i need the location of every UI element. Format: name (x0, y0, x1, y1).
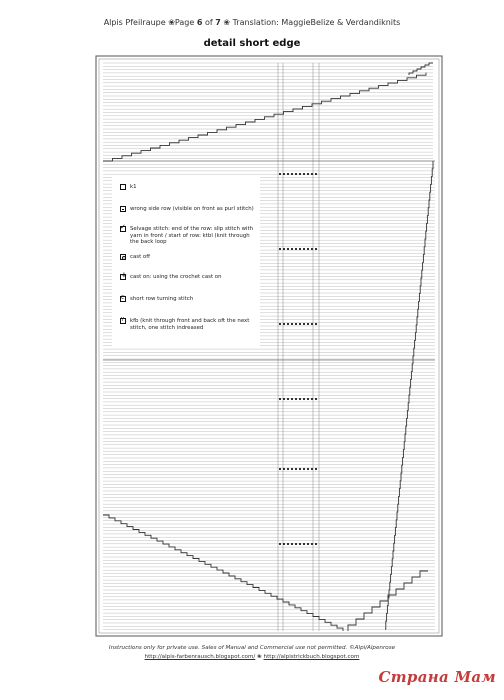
chart-stitch-mark (299, 323, 301, 325)
chart-stitch-mark (287, 248, 289, 250)
chart-stitch-mark (315, 468, 317, 470)
chart-stitch-mark (295, 248, 297, 250)
legend-item-cast-on (120, 274, 260, 281)
chart-stitch-mark (299, 468, 301, 470)
chart-stitch-mark (283, 398, 285, 400)
chart-legend (112, 176, 260, 348)
chart-stitch-mark (291, 543, 293, 545)
legend-item-kfb (120, 318, 260, 331)
chart-right-edge (385, 161, 433, 629)
footer-notice: Instructions only for private use. Sales of Manual and Commercial use not permitted. ©Alpi/Alpenrose (108, 645, 396, 651)
chart-stitch-mark (299, 398, 301, 400)
chart-stitch-mark (283, 543, 285, 545)
chart-stitch-mark (287, 543, 289, 545)
short-row-icon (120, 296, 126, 302)
chart-stitch-mark (311, 323, 313, 325)
knit-square-icon (120, 184, 126, 190)
header-text-after: ❀ Translation: MaggieBelize & Verdandiknits (220, 18, 401, 27)
footer-separator: ❀ (255, 654, 264, 660)
header-text-before: Alpis Pfeilraupe ❀Page (103, 18, 197, 27)
chart-stitch-mark (307, 468, 309, 470)
legend-text: kfb (knit through front and back oft the next stitch, one stitch indreased (130, 318, 250, 331)
chart-stitch-mark (307, 398, 309, 400)
page-total: 7 (215, 18, 221, 27)
chart-stitch-mark (315, 248, 317, 250)
blog-link-strickbuch[interactable]: http://alpistrickbuch.blogspot.com (263, 654, 360, 660)
blog-link-farbenrausch[interactable]: http://alpis-farbenrausch.blogspot.com/ (144, 654, 256, 660)
chart-stitch-mark (291, 173, 293, 175)
chart-stitch-mark (299, 543, 301, 545)
chart-stitch-mark (311, 173, 313, 175)
chart-stitch-mark (283, 248, 285, 250)
chart-stitch-mark (295, 323, 297, 325)
legend-text: cast off (130, 254, 150, 260)
chart-stitch-mark (307, 323, 309, 325)
chart-stitch-mark (311, 248, 313, 250)
chart-bottom-left-edge (103, 515, 343, 631)
cast-on-icon (120, 274, 126, 280)
chart-top-right-edge (409, 63, 433, 75)
chart-stitch-mark (303, 468, 305, 470)
chart-stitch-mark (299, 173, 301, 175)
chart-stitch-mark (303, 323, 305, 325)
chart-stitch-mark (315, 173, 317, 175)
chart-stitch-mark (303, 173, 305, 175)
chart-stitch-mark (279, 468, 281, 470)
chart-stitch-mark (291, 248, 293, 250)
legend-item-selvage (120, 226, 260, 246)
chart-stitch-mark (291, 468, 293, 470)
kfb-icon (120, 318, 126, 324)
page-title: detail short edge (203, 38, 301, 49)
legend-item-wrong-side (120, 206, 260, 213)
watermark-logo: Страна Мам (378, 668, 496, 686)
selvage-check-icon (120, 226, 126, 232)
chart-stitch-mark (311, 468, 313, 470)
wrong-side-row-icon (120, 206, 126, 212)
footer-links (0, 654, 504, 660)
page-header (0, 18, 504, 27)
legend-text: Selvage stitch: end of the row: slip stitch with yarn in front / start of row: ktbl (knit through the back loop (130, 226, 254, 246)
chart-stitch-mark (287, 468, 289, 470)
chart-stitch-mark (307, 248, 309, 250)
chart-stitch-mark (295, 173, 297, 175)
legend-text: cast on: using the crochet cast on (130, 274, 222, 280)
cast-off-icon (120, 254, 126, 260)
chart-stitch-mark (279, 323, 281, 325)
legend-item-k1 (120, 184, 260, 191)
chart-stitch-mark (279, 543, 281, 545)
chart-stitch-mark (311, 543, 313, 545)
chart-stitch-mark (283, 173, 285, 175)
chart-stitch-mark (287, 323, 289, 325)
chart-stitch-mark (303, 398, 305, 400)
chart-stitch-mark (279, 248, 281, 250)
chart-stitch-mark (315, 323, 317, 325)
chart-stitch-mark (311, 398, 313, 400)
chart-stitch-mark (303, 248, 305, 250)
chart-stitch-mark (295, 468, 297, 470)
chart-stitch-mark (283, 323, 285, 325)
chart-stitch-mark (287, 173, 289, 175)
chart-stitch-mark (315, 398, 317, 400)
chart-stitch-mark (315, 543, 317, 545)
legend-text: short row turning stitch (130, 296, 194, 302)
chart-stitch-mark (307, 543, 309, 545)
legend-item-short-row (120, 296, 260, 303)
chart-stitch-mark (287, 398, 289, 400)
chart-stitch-mark (283, 468, 285, 470)
chart-stitch-mark (307, 173, 309, 175)
legend-text: wrong side row (visible on front as purl stitch) (130, 206, 254, 212)
legend-text: k1 (130, 184, 137, 190)
chart-stitch-mark (299, 248, 301, 250)
chart-stitch-mark (291, 323, 293, 325)
chart-stitch-mark (279, 173, 281, 175)
header-text-of: of (202, 18, 216, 27)
chart-stitch-mark (295, 543, 297, 545)
chart-stitch-mark (295, 398, 297, 400)
page-current: 6 (196, 18, 203, 27)
legend-item-cast-off (120, 254, 260, 261)
chart-stitch-mark (291, 398, 293, 400)
chart-stitch-mark (279, 398, 281, 400)
chart-stitch-mark (303, 543, 305, 545)
